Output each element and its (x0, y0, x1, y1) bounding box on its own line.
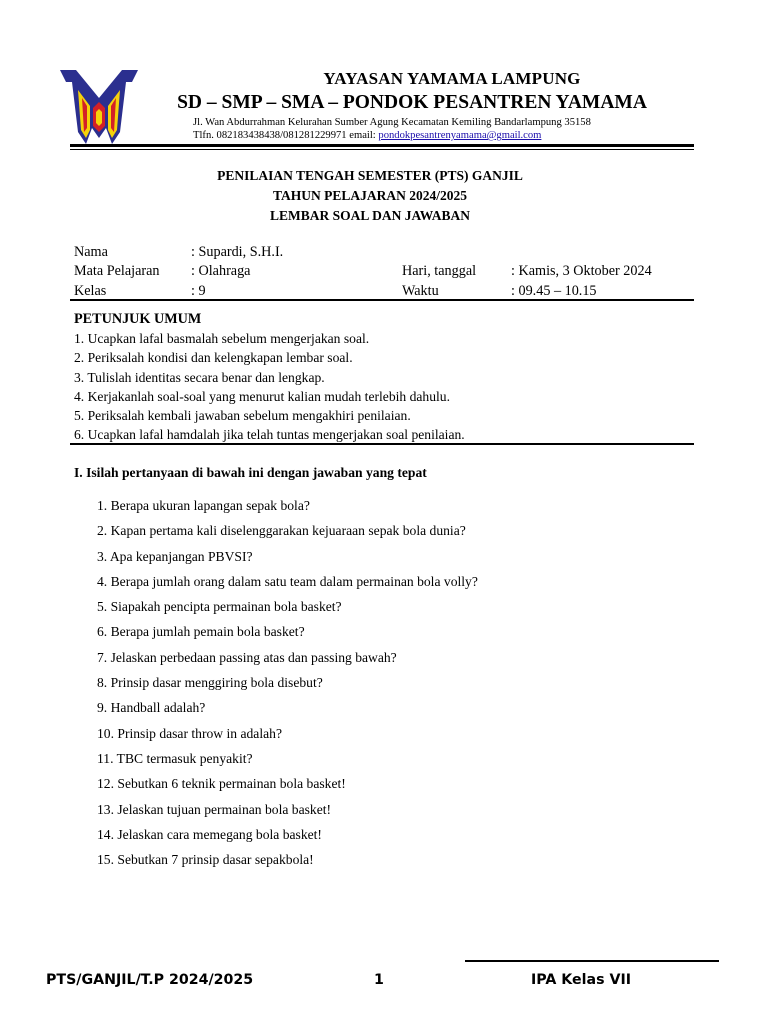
footer-right: IPA Kelas VII (531, 972, 632, 988)
instruction-item: 1. Ucapkan lafal basmalah sebelum mengerjakan soal. (74, 331, 370, 346)
question-item: 8. Prinsip dasar menggiring bola disebut? (97, 675, 323, 691)
question-item: 3. Apa kepanjangan PBVSI? (97, 548, 253, 564)
question-item: 9. Handball adalah? (97, 700, 206, 716)
instruction-item: 3. Tulislah identitas secara benar dan lengkap. (74, 369, 325, 385)
contact-line (193, 129, 591, 142)
instruction-item: 4. Kerjakanlah soal-soal yang menurut kalian mudah terlebih dahulu. (74, 388, 450, 404)
foundation-name: YAYASAN YAMAMA LAMPUNG (323, 69, 581, 88)
sheet-title: LEMBAR SOAL DAN JAWABAN (270, 208, 470, 223)
question-item: 6. Berapa jumlah pemain bola basket? (97, 624, 305, 640)
question-item: 12. Sebutkan 6 teknik permainan bola basket! (97, 776, 346, 792)
yamama-logo (60, 68, 138, 144)
page-number: 1 (374, 972, 384, 988)
logo-yellow-center (96, 109, 102, 126)
question-item: 1. Berapa ukuran lapangan sepak bola? (97, 498, 310, 513)
address-line: Jl. Wan Abdurrahman Kelurahan Sumber Agung Kecamatan Kemiling Bandarlampung 35158 (193, 117, 591, 128)
date-label: Hari, tanggal (402, 263, 477, 279)
header-rule-thin (70, 149, 694, 150)
academic-year: TAHUN PELAJARAN 2024/2025 (272, 188, 467, 203)
exam-title: PENILAIAN TENGAH SEMESTER (PTS) GANJIL (217, 168, 523, 183)
time-label: Waktu (402, 283, 439, 299)
subject-label: Mata Pelajaran (74, 263, 160, 279)
question-list (97, 496, 478, 875)
question-item: 10. Prinsip dasar throw in adalah? (97, 725, 282, 741)
question-item: 5. Siapakah pencipta permainan bola basket? (97, 599, 342, 615)
subject-value: : Olahraga (191, 263, 251, 279)
instruction-item: 2. Periksalah kondisi dan kelengkapan lembar soal. (74, 350, 353, 366)
date-value: : Kamis, 3 Oktober 2024 (511, 263, 652, 279)
time-value: : 09.45 – 10.15 (511, 283, 597, 299)
section-title: I. Isilah pertanyaan di bawah ini dengan jawaban yang tepat (74, 465, 427, 480)
instruction-item: 6. Ucapkan lafal hamdalah jika telah tuntas mengerjakan soal penilaian. (74, 427, 465, 443)
footer-left: PTS/GANJIL/T.P 2024/2025 (46, 972, 254, 988)
email-link[interactable]: pondokpesantrenyamama@gmail.com (378, 130, 542, 141)
instructions-rule (70, 443, 694, 445)
instructions-title: PETUNJUK UMUM (74, 311, 202, 327)
header-rule-thick (70, 144, 694, 147)
question-item: 7. Jelaskan perbedaan passing atas dan passing bawah? (97, 649, 397, 665)
question-item: 15. Sebutkan 7 prinsip dasar sepakbola! (97, 852, 314, 868)
info-rule (70, 299, 694, 301)
name-value: : Supardi, S.H.I. (191, 244, 284, 260)
school-name: SD – SMP – SMA – PONDOK PESANTREN YAMAMA (177, 92, 647, 113)
class-value: : 9 (191, 283, 206, 299)
question-item: 13. Jelaskan tujuan permainan bola basket! (97, 801, 332, 817)
class-label: Kelas (74, 283, 107, 299)
question-item: 4. Berapa jumlah orang dalam satu team dalam permainan bola volly? (97, 573, 478, 589)
address-block (193, 116, 591, 142)
name-label: Nama (74, 244, 108, 260)
question-item: 14. Jelaskan cara memegang bola basket! (97, 826, 322, 842)
instruction-item: 5. Periksalah kembali jawaban sebelum mengakhiri penilaian. (74, 408, 411, 424)
footer-rule (465, 960, 719, 962)
instructions-list (74, 329, 465, 445)
phone-text: Tlfn. 082183438438/081281229971 email: (193, 130, 379, 141)
question-item: 11. TBC termasuk penyakit? (97, 750, 253, 766)
question-item: 2. Kapan pertama kali diselenggarakan kejuaraan sepak bola dunia? (97, 523, 466, 539)
